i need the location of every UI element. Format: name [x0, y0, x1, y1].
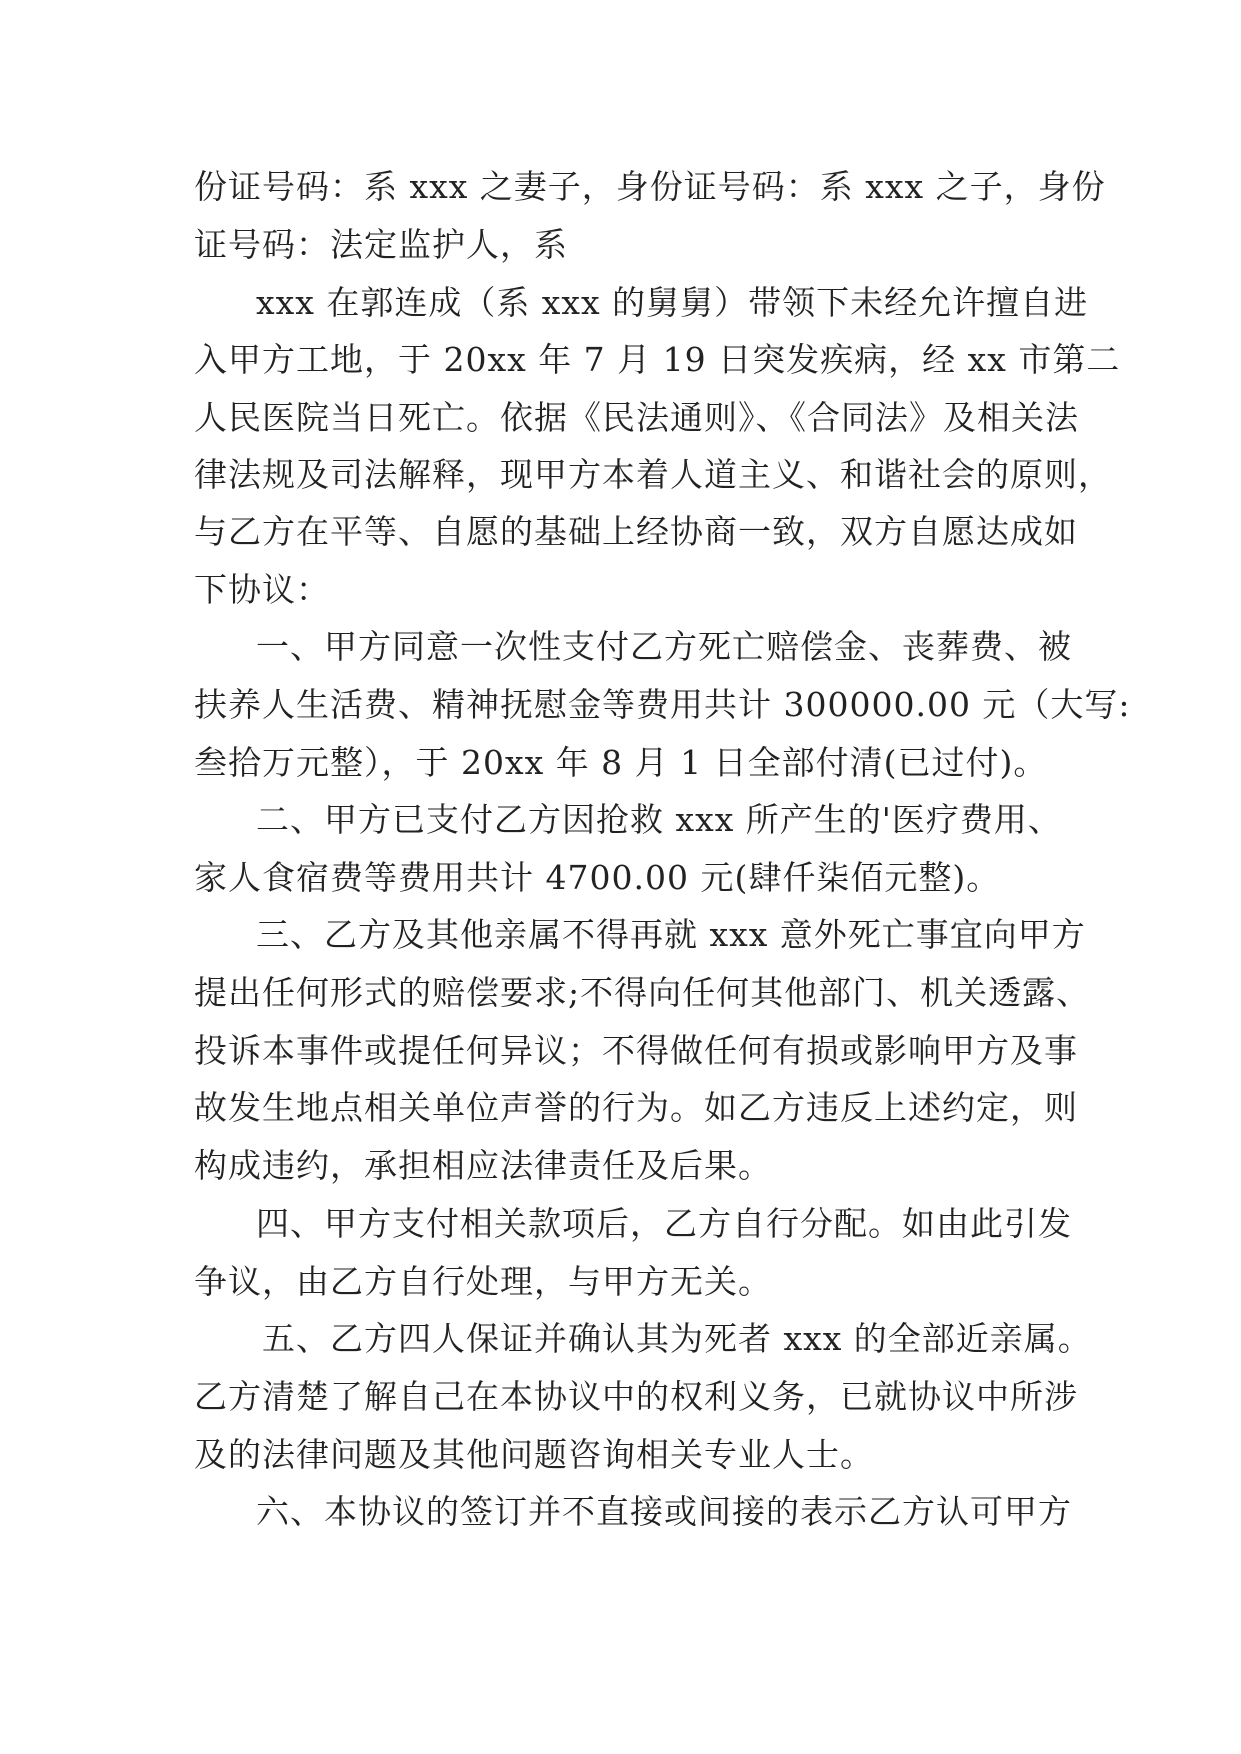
- text-line: 与乙方在平等、自愿的基础上经协商一致，双方自愿达成如: [194, 512, 1078, 551]
- text-line: 故发生地点相关单位声誉的行为。如乙方违反上述约定，则: [194, 1088, 1078, 1127]
- text-line: 投诉本事件或提任何异议；不得做任何有损或影响甲方及事: [194, 1031, 1078, 1070]
- text-line: 证号码：法定监护人，系: [194, 225, 568, 264]
- text-line: 家人食宿费等费用共计 4700.00 元(肆仟柒佰元整)。: [194, 858, 1001, 897]
- text-line: 扶养人生活费、精神抚慰金等费用共计 300000.00 元（大写:: [194, 685, 1131, 724]
- text-line: 构成违约，承担相应法律责任及后果。: [194, 1146, 772, 1185]
- text-line: 下协议：: [194, 570, 330, 609]
- clause-4-first-line: 四、甲方支付相关款项后，乙方自行分配。如由此引发: [256, 1204, 1072, 1243]
- text-line: 入甲方工地，于 20xx 年 7 月 19 日突发疾病，经 xx 市第二: [194, 340, 1121, 379]
- text-line: 提出任何形式的赔偿要求;不得向任何其他部门、机关透露、: [194, 973, 1091, 1012]
- text-line: 乙方清楚了解自己在本协议中的权利义务，已就协议中所涉: [194, 1377, 1078, 1416]
- clause-2-first-line: 二、甲方已支付乙方因抢救 xxx 所产生的'医疗费用、: [256, 800, 1062, 839]
- text-line: 及的法律问题及其他问题咨询相关专业人士。: [194, 1435, 874, 1474]
- text-line: 争议，由乙方自行处理，与甲方无关。: [194, 1262, 772, 1301]
- clause-6-first-line: 六、本协议的签订并不直接或间接的表示乙方认可甲方: [256, 1492, 1072, 1531]
- text-line: 人民医院当日死亡。依据《民法通则》、《合同法》及相关法: [194, 398, 1079, 437]
- text-line: 律法规及司法解释，现甲方本着人道主义、和谐社会的原则，: [194, 455, 1112, 494]
- text-line: 份证号码：系 xxx 之妻子，身份证号码：系 xxx 之子，身份: [194, 167, 1106, 206]
- clause-3-first-line: 三、乙方及其他亲属不得再就 xxx 意外死亡事宜向甲方: [256, 915, 1086, 954]
- paragraph-first-line: xxx 在郭连成（系 xxx 的舅舅）带领下未经允许擅自进: [256, 283, 1089, 322]
- clause-1-first-line: 一、甲方同意一次性支付乙方死亡赔偿金、丧葬费、被: [256, 627, 1072, 666]
- clause-5-first-line: 五、乙方四人保证并确认其为死者 xxx 的全部近亲属。: [262, 1319, 1092, 1358]
- text-line: 叁拾万元整），于 20xx 年 8 月 1 日全部付清(已过付)。: [194, 743, 1048, 782]
